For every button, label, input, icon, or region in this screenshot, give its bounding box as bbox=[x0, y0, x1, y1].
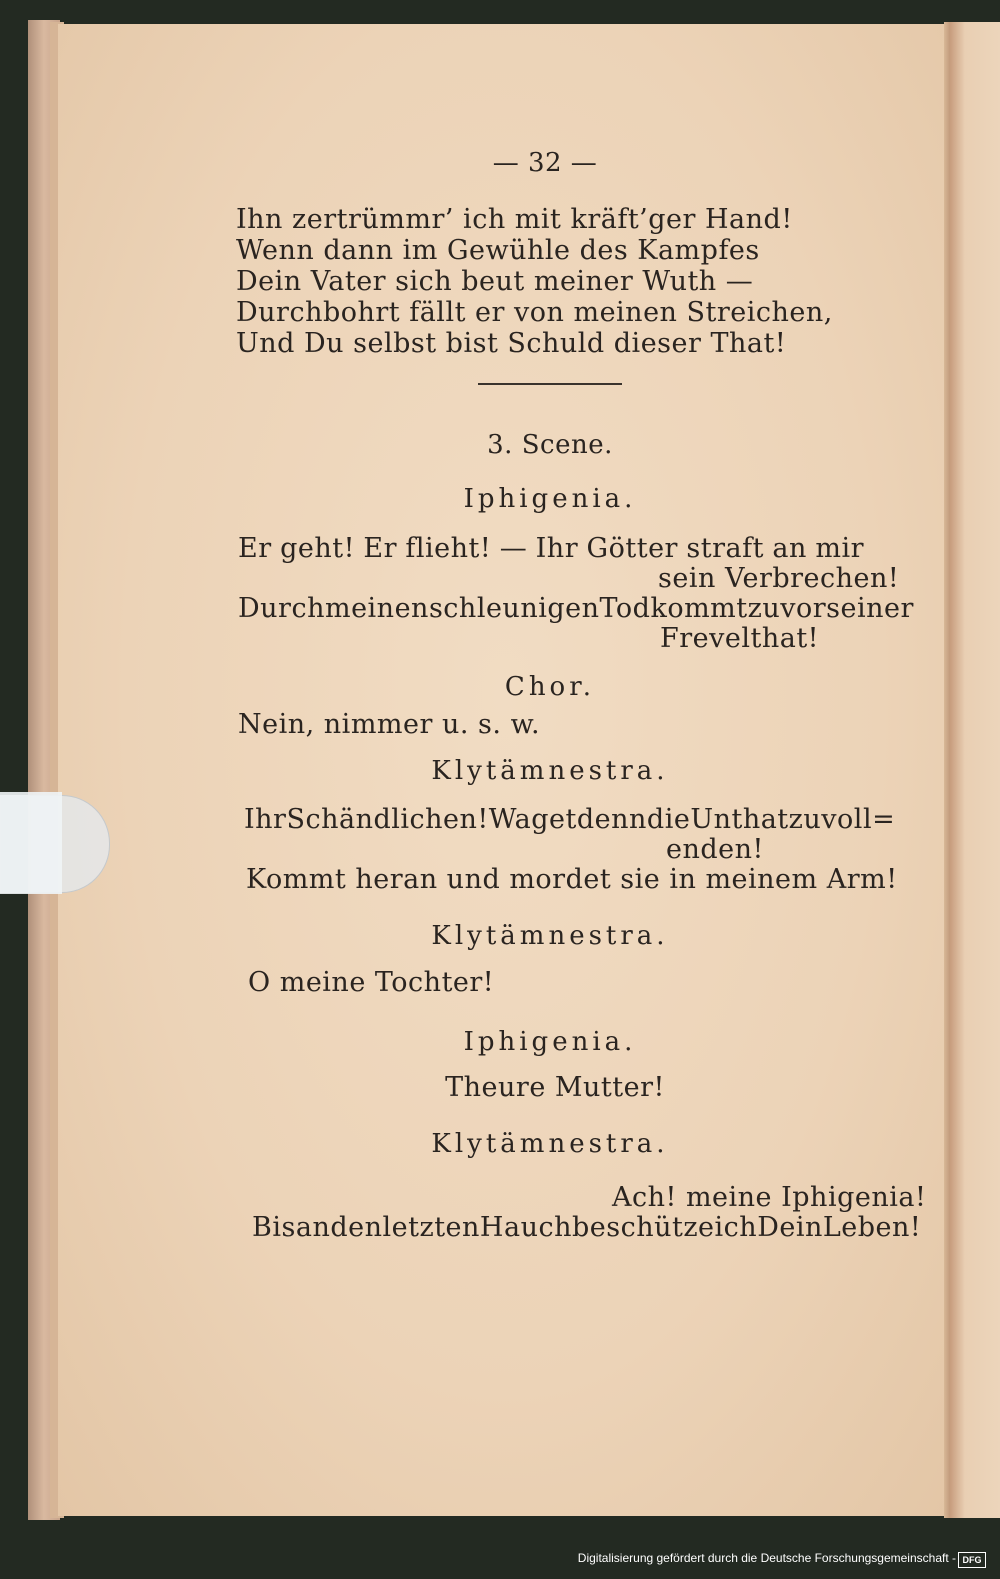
dialogue-line bbox=[244, 804, 896, 835]
speaker-name: Klytämnestra. bbox=[431, 921, 669, 951]
dialogue-line: enden! bbox=[666, 834, 764, 865]
speaker-name: Klytämnestra. bbox=[431, 756, 669, 786]
word: ich bbox=[714, 1212, 758, 1243]
section-divider bbox=[478, 383, 622, 385]
dialogue-line bbox=[238, 533, 864, 564]
word: flieht! bbox=[405, 533, 492, 564]
clip-bookmark-tab bbox=[0, 792, 62, 894]
funding-credit: Digitalisierung gefördert durch die Deutsche Forschungsgemeinschaft - bbox=[577, 1551, 956, 1565]
verse-line: Wenn dann im Gewühle des Kampfes bbox=[236, 235, 760, 266]
word: geht! bbox=[280, 533, 355, 564]
dialogue-line bbox=[252, 1212, 922, 1243]
word: den bbox=[330, 1212, 383, 1243]
word: meinen bbox=[324, 593, 429, 624]
word: Durch bbox=[238, 593, 325, 624]
word: Götter bbox=[586, 533, 678, 564]
word: seiner bbox=[826, 593, 914, 624]
word: Er bbox=[363, 533, 397, 564]
dialogue-line: Frevelthat! bbox=[660, 623, 820, 654]
dialogue-line: Kommt heran und mordet sie in meinem Arm! bbox=[246, 864, 898, 895]
dfg-logo: DFG bbox=[958, 1552, 986, 1568]
word: Ihr bbox=[535, 533, 579, 564]
dialogue-line: Nein, nimmer u. s. w. bbox=[238, 709, 541, 740]
word: zu bbox=[788, 804, 822, 835]
word: mir bbox=[815, 533, 864, 564]
dialogue-line: Ach! meine Iphigenia! bbox=[612, 1182, 927, 1213]
scene-heading: 3. Scene. bbox=[487, 430, 613, 460]
word: an bbox=[295, 1212, 331, 1243]
word: Dein bbox=[757, 1212, 823, 1243]
verse-line: Und Du selbst bist Schuld dieser That! bbox=[236, 328, 787, 359]
word: straft bbox=[686, 533, 764, 564]
word: die bbox=[646, 804, 691, 835]
word: zuvor bbox=[747, 593, 827, 624]
word: Unthat bbox=[690, 804, 789, 835]
speaker-name: Chor. bbox=[504, 672, 596, 702]
word: Waget bbox=[488, 804, 577, 835]
word: Schändlichen! bbox=[286, 804, 489, 835]
word: beschütze bbox=[571, 1212, 715, 1243]
dialogue-line: Theure Mutter! bbox=[445, 1072, 665, 1103]
word: Ihr bbox=[244, 804, 287, 835]
verse-line: Ihn zertrümmr’ ich mit kräft’ger Hand! bbox=[236, 204, 793, 235]
word: schleunigen bbox=[428, 593, 600, 624]
word: Bis bbox=[252, 1212, 296, 1243]
dialogue-line: sein Verbrechen! bbox=[658, 563, 900, 594]
page-number: — 32 — bbox=[492, 148, 598, 178]
word: Er bbox=[238, 533, 272, 564]
dialogue-line bbox=[238, 593, 914, 624]
dialogue-line: O meine Tochter! bbox=[248, 967, 495, 998]
word: denn bbox=[576, 804, 647, 835]
word: — bbox=[499, 533, 528, 564]
word: Leben! bbox=[822, 1212, 922, 1243]
word: Tod bbox=[599, 593, 651, 624]
speaker-name: Iphigenia. bbox=[463, 1027, 637, 1057]
speaker-name: Klytämnestra. bbox=[431, 1129, 669, 1159]
word: kommt bbox=[650, 593, 748, 624]
word: voll= bbox=[821, 804, 896, 835]
word: an bbox=[772, 533, 807, 564]
verse-line: Dein Vater sich beut meiner Wuth — bbox=[236, 266, 754, 297]
verse-line: Durchbohrt fällt er von meinen Streichen, bbox=[236, 297, 833, 328]
word: letzten bbox=[382, 1212, 480, 1243]
word: Hauch bbox=[479, 1212, 572, 1243]
speaker-name: Iphigenia. bbox=[463, 484, 637, 514]
